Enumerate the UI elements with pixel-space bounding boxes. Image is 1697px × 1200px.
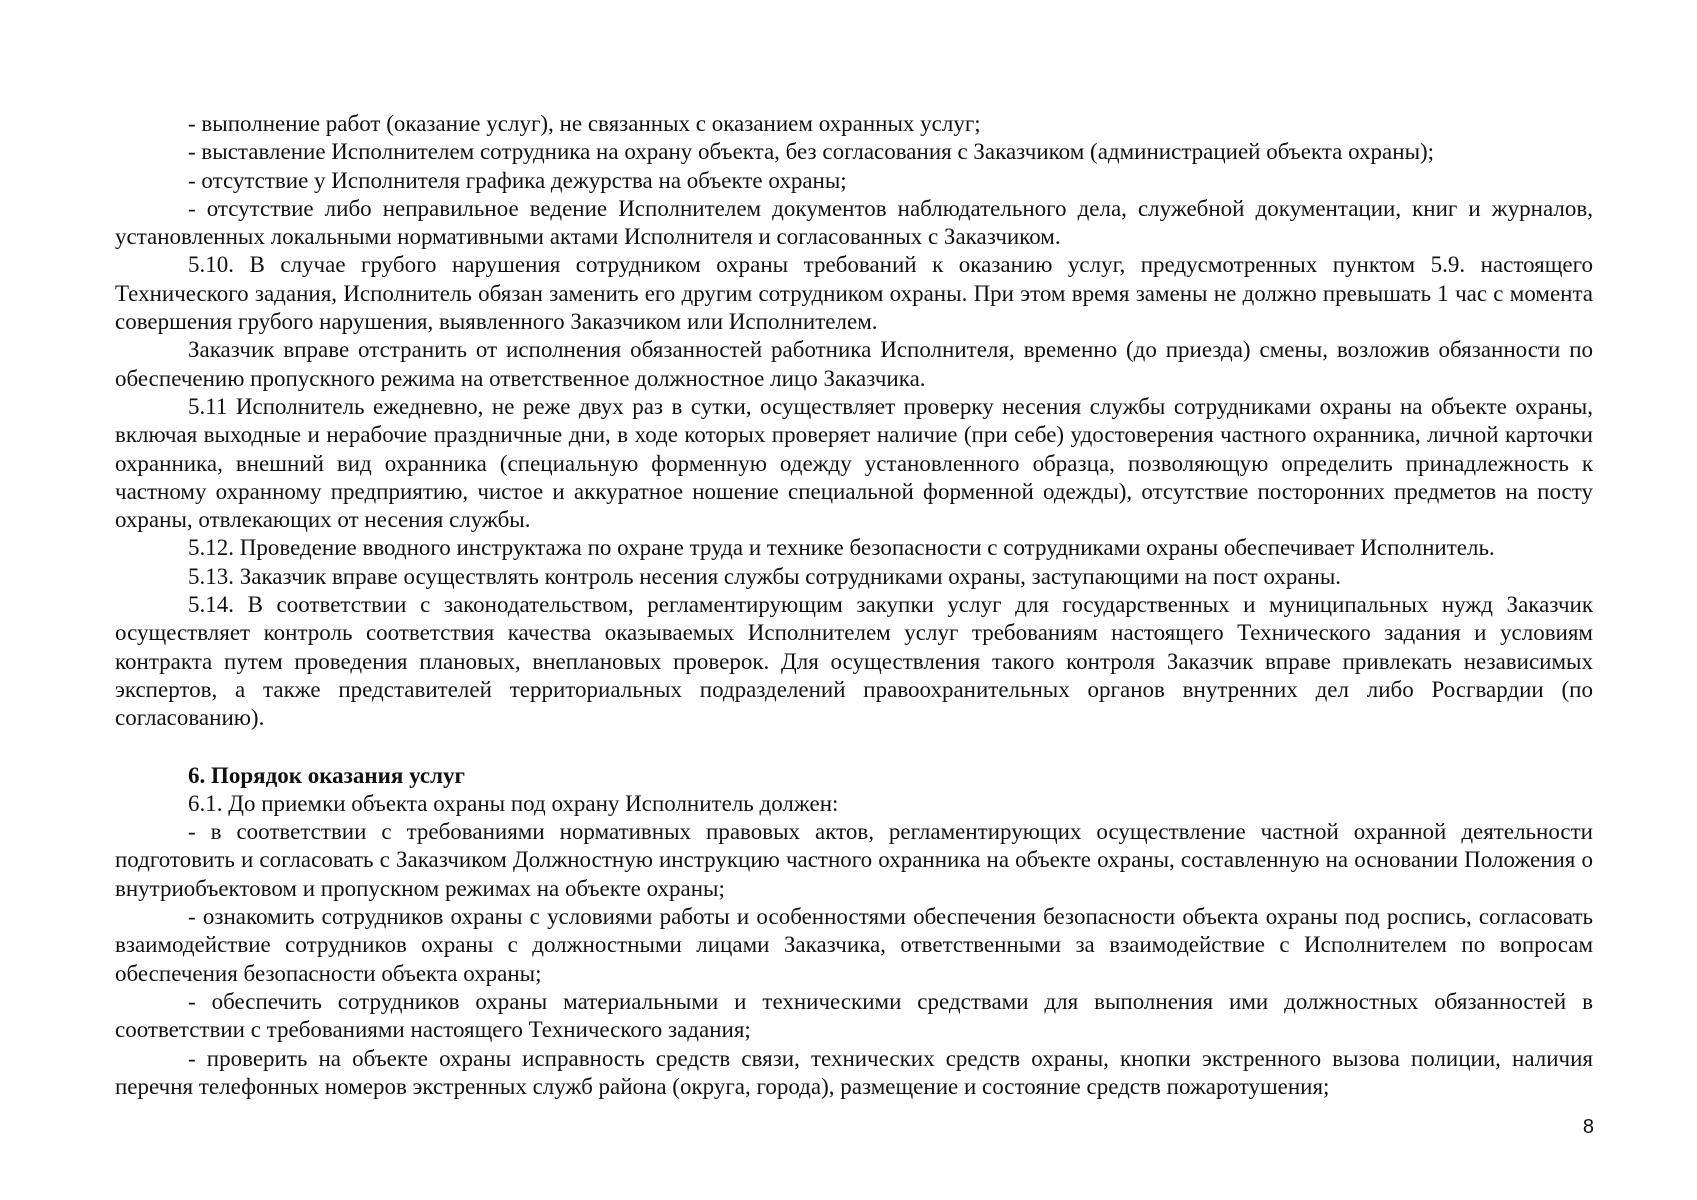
section-spacer xyxy=(115,733,1593,762)
document-page xyxy=(115,110,1593,1101)
paragraph-customer-right: Заказчик вправе отстранить от исполнения обязанностей работника Исполнителя, временно (до приезда) смены, возложив обязанности по обеспечению пропускного режима на ответственное должностное лицо Заказчика. xyxy=(115,337,1593,391)
paragraph-item-3: - отсутствие у Исполнителя графика дежурства на объекте охраны; xyxy=(188,167,847,193)
paragraph-5-11: 5.11 Исполнитель ежедневно, не реже двух раз в сутки, осуществляет проверку несения службы сотрудниками охраны на объекте охраны, включая выходные и нерабочие праздничные дни, в ходе которых проверяет наличие (при себе) удостоверения частного охранника, личной карточки охранника, внешний вид охранника (специальную форменную одежду установленного образца, позволяющую определить принадлежность к частному охранному предприятию, чистое и аккуратное ношение специальной форменной одежды), отсутствие посторонних предметов на посту охраны, отвлекающих от несения службы. xyxy=(115,393,1593,533)
paragraph-item-2: - выставление Исполнителем сотрудника на охрану объекта, без согласования с Заказчиком (администрацией объекта охраны); xyxy=(188,139,1435,165)
paragraph-list-item-1: - в соответствии с требованиями нормативных правовых актов, регламентирующих осуществление частной охранной деятельности подготовить и согласовать с Заказчиком Должностную инструкцию частного охранника на объекте охраны, составленную на основании Положения о внутриобъектовом и пропускном режимах на объекте охраны; xyxy=(115,819,1593,901)
paragraph-list-item-4: - проверить на объекте охраны исправность средств связи, технических средств охраны, кнопки экстренного вызова полиции, наличия перечня телефонных номеров экстренных служб района (округа, города), размещение и состояние средств пожаротушения; xyxy=(115,1045,1593,1099)
paragraph-6-1: 6.1. До приемки объекта охраны под охрану Исполнитель должен: xyxy=(188,790,839,816)
paragraph-list-item-2: - ознакомить сотрудников охраны с условиями работы и особенностями обеспечения безопасности объекта охраны под роспись, согласовать взаимодействие сотрудников охраны с должностными лицами Заказчика, ответственными за взаимодействие с Исполнителем по вопросам обеспечения безопасности объекта охраны; xyxy=(115,904,1593,986)
paragraph-5-12: 5.12. Проведение вводного инструктажа по охране труда и технике безопасности с сотрудниками охраны обеспечивает Исполнитель. xyxy=(188,535,1495,561)
paragraph-item-4: - отсутствие либо неправильное ведение Исполнителем документов наблюдательного дела, служебной документации, книг и журналов, установленных локальными нормативными актами Исполнителя и согласованных с Заказчиком. xyxy=(115,195,1593,250)
section-heading: 6. Порядок оказания услуг xyxy=(188,762,465,788)
paragraph-5-10: 5.10. В случае грубого нарушения сотрудником охраны требований к оказанию услуг, предусмотренных пунктом 5.9. настоящего Технического задания, Исполнитель обязан заменить его другим сотрудником охраны. При этом время замены не должно превышать 1 час с момента совершения грубого нарушения, выявленного Заказчиком или Исполнителем. xyxy=(115,252,1593,335)
page-number: 8 xyxy=(1582,1116,1594,1138)
paragraph-5-13: 5.13. Заказчик вправе осуществлять контроль несения службы сотрудниками охраны, заступающими на пост охраны. xyxy=(188,563,1342,589)
paragraph-item-1: - выполнение работ (оказание услуг), не связанных с оказанием охранных услуг; xyxy=(188,111,981,136)
paragraph-list-item-3: - обеспечить сотрудников охраны материальными и техническими средствами для выполнения ими должностных обязанностей в соответствии с требованиями настоящего Технического задания; xyxy=(115,988,1593,1043)
paragraph-5-14: 5.14. В соответствии с законодательством, регламентирующим закупки услуг для государственных и муниципальных нужд Заказчик осуществляет контроль соответствия качества оказываемых Исполнителем услуг требованиям настоящего Технического задания и условиям контракта путем проведения плановых, внеплановых проверок. Для осуществления такого контроля Заказчик вправе привлекать независимых экспертов, а также представителей территориальных подразделений правоохранительных органов внутренних дел либо Росгвардии (по согласованию). xyxy=(115,592,1593,731)
